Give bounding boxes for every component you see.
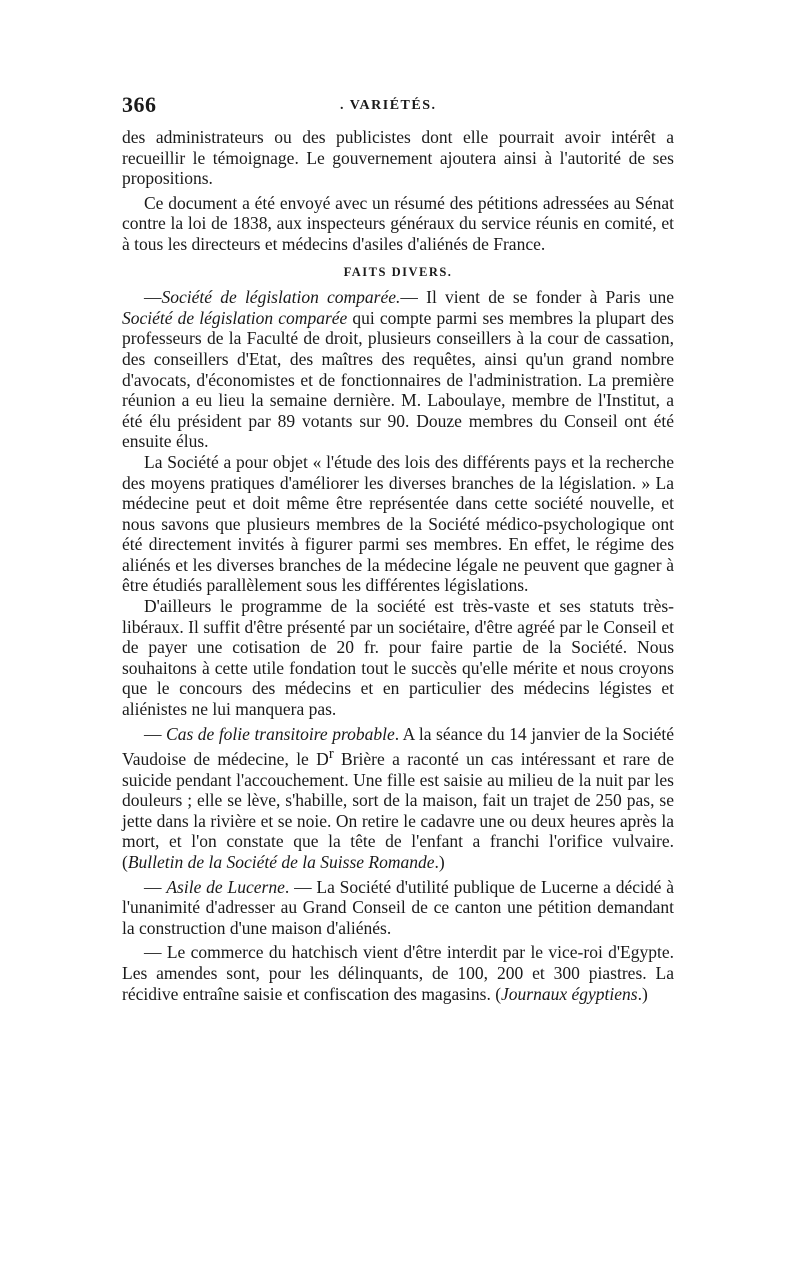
item-text: ( [495, 983, 502, 1004]
running-head: . VARIÉTÉS. [340, 98, 437, 113]
item-hatchisch [122, 942, 674, 1004]
item-text: Il vient de se fonder à Paris une [426, 287, 675, 308]
item-text: . A la séance du 14 janvier de la Société Vaudoise de médecine, le D [122, 723, 674, 770]
item-source: Journaux égyptiens [501, 983, 638, 1004]
page-body [122, 127, 674, 1004]
item-text: .) [637, 983, 648, 1004]
item-separator: — [400, 287, 427, 308]
item-dash: — [144, 876, 167, 897]
page-header [122, 92, 674, 122]
item-title-inline: Société de législation comparée [122, 307, 348, 328]
item-title: Cas de folie transitoire probable [166, 723, 395, 744]
paragraph-societe-objet: La Société a pour objet « l'étude des lois des différents pays et la recherche des moyens pratiques d'améliorer les diverses branches de la législation. » La médecine peut et doit même être représentée dans cette société nouvelle, et nous savons que plusieurs membres de la Société médico-psychologique ont été directement invités à figurer parmi ses membres. En effet, le régime des aliénés et les diverses branches de la médecine légale ne peuvent que gagner à être étudiés parallèlement sous les différentes législations. [122, 451, 674, 596]
item-text: — Le commerce du hatchisch vient d'être interdit par le vice-roi d'Egypte. Les amendes sont, pour les délinquants, de 100, 200 et 300 piastres. La récidive entraîne saisie et confiscation des magasins. [122, 942, 674, 1004]
item-text: Brière a raconté un cas intéressant et rare de suicide pendant l'accouchement. Une fille est saisie au milieu de la nuit par les douleurs ; elle se lève, s'habille, sort de la maison, fait un trajet de 250 pas, se jette dans la rivière et se noie. On retire le cadavre une ou deux heures après la mort, et l'on constate que la tête de l'enfant a franchi l'orifice vulvaire. ( [122, 749, 674, 873]
section-heading: FAITS DIVERS. [343, 264, 453, 279]
item-text: . — La Société d'utilité publique de Lucerne a décidé à l'unanimité d'adresser au Grand Conseil de ce canton une pétition demandant la construction d'une maison d'aliénés. [122, 876, 675, 938]
item-societe-legislation [122, 287, 674, 452]
item-asile-lucerne [122, 877, 674, 939]
paragraph-continuation: des administrateurs ou des publicistes dont elle pourrait avoir intérêt a recueillir le témoignage. Le gouvernement ajoutera ainsi à l'autorité de ses propositions. [122, 127, 674, 189]
paragraph-document: Ce document a été envoyé avec un résumé des pétitions adressées au Sénat contre la loi de 1838, aux inspecteurs généraux du service réunis en comité, et à tous les directeurs et médecins d'asiles d'aliénés de France. [122, 192, 674, 254]
paragraph-societe-programme: D'ailleurs le programme de la société est très-vaste et ses statuts très-libéraux. Il suffit d'être présenté par un sociétaire, d'être agréé par le Conseil et de payer une cotisation de 20 fr. pour faire partie de la Société. Nous souhaitons à cette utile fondation tout le succès qu'elle mérite et nous croyons que le concours des médecins et en particulier des médecins légistes et aliénistes ne lui manquera pas. [122, 596, 674, 720]
item-title: Société de législation comparée. [161, 287, 401, 308]
item-text: qui compte parmi ses membres la plupart des professeurs de la Faculté de droit, plusieurs conseillers à la cour de cassation, des conseillers d'Etat, des maîtres des requêtes, ainsi qu'un grand nombre d'avocats, d'économistes et de fonctionnaires de l'administration. La première réunion a eu lieu la semaine dernière. M. Laboulaye, membre de l'Institut, a été élu président par 89 votants sur 90. Douze membres du Conseil ont été ensuite élus. [122, 307, 674, 452]
item-dash: — [144, 287, 162, 308]
item-dash: — [144, 723, 167, 744]
item-text: .) [434, 852, 445, 873]
superscript: r [328, 746, 334, 763]
item-title: Asile de Lucerne [166, 876, 285, 897]
page-number: 366 [122, 92, 157, 117]
item-source: Bulletin de la Société de la Suisse Romande [127, 852, 435, 873]
item-folie-transitoire [122, 724, 674, 873]
